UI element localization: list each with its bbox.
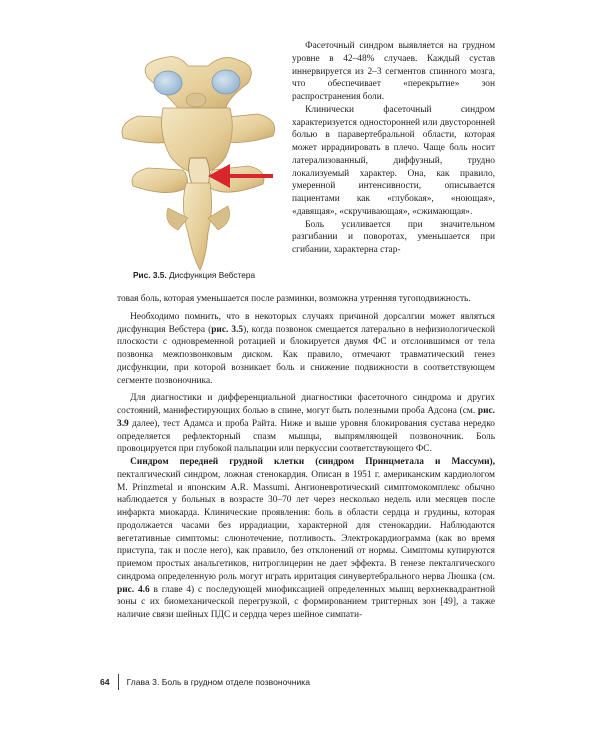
section-heading: Синдром передней грудной клетки (синдром Принцметала и Массуми), [130, 457, 495, 467]
paragraph: Для диагностики и дифференциальной диагностики фасеточного синдрома и других состояний, манифестирующих болью в спине, могут быть полезными проба Адсона (см. рис. 3.9 далее), тест Адамса и проба Райта. Ниже и выше уровня блокирования сустава нередко определяется рефлекторный спазм мышцы, выпрямляющей позвоночник. Боль провоцируется при глубокой пальпации или перкуссии соответствующего ФС. [117, 393, 495, 455]
figure-reference: рис. 3.5 [211, 324, 244, 335]
figure-reference: рис. 3.9 [117, 406, 495, 429]
paragraph-continuation: товая боль, которая уменьшается после разминки, возможна утренняя тугоподвижность. [117, 294, 471, 304]
paragraph: Синдром передней грудной клетки (синдром Принцметала и Массуми), пекталгический синдром, ложная стенокардия. Описан в 1951 г. американским кардиологом M. Prinzmetal и японским A.R. Massumi. Ангионевротический симптомокомплекс обычно наблюдается у больных в возрасте 30–70 лет через несколько недель или месяцев после инфаркта миокарда. Клинические проявления: боль в области сердца и грудины, которая продолжается часами без иррадиации, характерной для стенокардии. Наблюдаются вегетативные симптомы: слюнотечение, потливость. Электрокардиограмма (как во время приступа, так и после него), как правило, без отклонений от нормы. Симптомы купируются приемом простых анальгетиков, нитроглицерин не дает эффекта. В генезе пекталгического синдрома определенную роль могут играть ирритация синувертебрального нерва Люшка (см. рис. 4.6 в главе 4) с последующей миофиксацией определенных мышц верхнеквадрантной зоны с их биомеханической перегрузкой, с формированием триггерных зон [49], а также наличие связи шейных ПДС и сердца через шейное симпати- [117, 457, 495, 620]
caption-text: Дисфункция Вебстера [169, 270, 256, 280]
right-column-text [292, 40, 495, 257]
figure-reference: рис. 4.6 [117, 584, 150, 595]
chapter-title: Глава 3. Боль в грудном отделе позвоночника [126, 677, 310, 687]
paragraph: Необходимо помнить, что в некоторых случаях причиной дорсалгии может являться дисфункция Вебстера (рис. 3.5), когда позвонок смещается латерально в нефизиологической плоскости с одновременной ротацией и блокируется двумя ФС и отслоившимся от тела позвонка межпозвонковым диском. Как правило, отмечают травматический генез дисфункции, при которой возникает боль и снижение подвижности в соответствующем сегменте позвоночника. [117, 311, 496, 386]
vertebrae-illustration [108, 8, 288, 278]
paragraph: Боль усиливается при значительном разгибании и поворотах, уменьшается при сгибании, характерна стар- [292, 219, 495, 255]
page-footer [100, 674, 310, 690]
paragraph: Клинически фасеточный синдром характеризуется односторонней или двусторонней болью в паравертебральной области, которая может иррадиировать в плечо. Чаще боль носит латерализованный, диффузный, трудно локализуемый характер. Она, как правило, умеренной интенсивности, описывается пациентами как «глубокая», «ноющая», «давящая», «скручивающая», «сжимающая». [292, 104, 495, 217]
figure-caption [133, 270, 303, 280]
caption-number: Рис. 3.5. [133, 270, 167, 280]
full-width-text [117, 293, 495, 622]
figure-3-5 [108, 8, 288, 278]
paragraph: Фасеточный синдром выявляется на грудном уровне в 42–48% случаев. Каждый сустав иннервируется из 2–3 сегментов спинного мозга, что обеспечивает «перекрытие» зон распространения боли. [292, 41, 495, 102]
footer-divider [118, 674, 119, 690]
page-number: 64 [100, 677, 110, 687]
